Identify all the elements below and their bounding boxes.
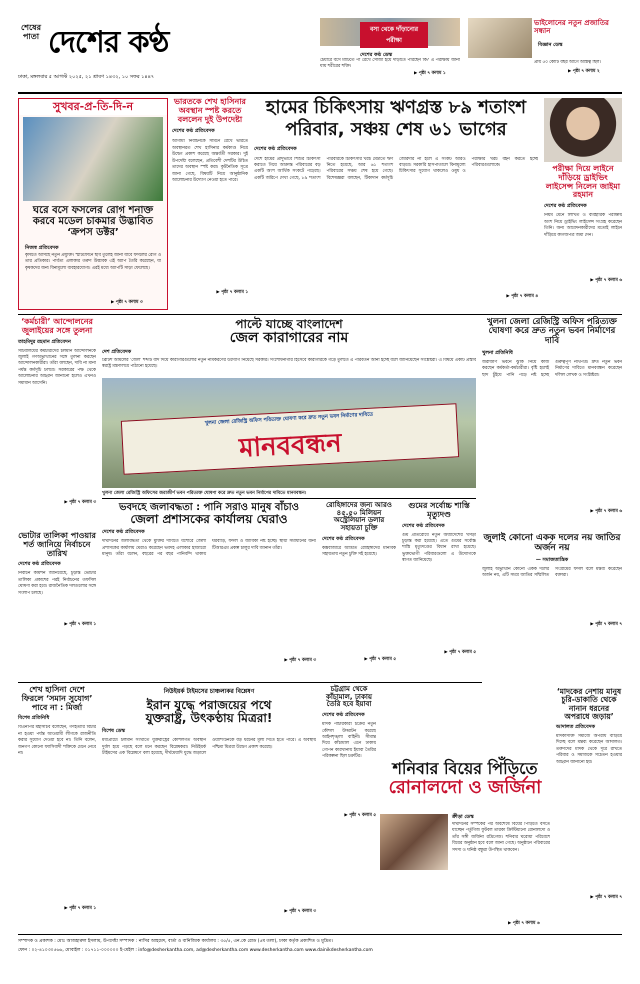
teaser-science-photo <box>468 18 532 58</box>
rohingya-cont: ▶ পৃষ্ঠা ৭ কলাম ৫ <box>364 656 396 662</box>
gumer-cont: ▶ পৃষ্ঠা ৭ কলাম ৫ <box>444 649 476 655</box>
masthead-rule <box>18 92 622 94</box>
sukhbor-label: সুখবর-প্র-তি-দি-ন <box>19 99 167 115</box>
jaladh-text: দীর্ঘদিনের জলাবদ্ধতা থেকে মুক্তির দাবিতে যশোরে জেলা প্রশাসকের কার্যালয় ঘেরাও করেছেন ভবদহ এলাকার হাজারো মানুষ। তাঁরা বলেন, বছরের পর বছর পানিবন্দি থাকায় ঘরবাড়ি, ফসল ও জীবিকা নষ্ট হচ্ছে। স্থায়ী সমাধানের জন্য টিআরএম প্রকল্প চালুর দাবি জানান তাঁরা। <box>102 539 316 558</box>
manus-headline: ‘মাদকের নেশায় মানুষ চুরি-ডাকাতি থেকে নানান ধরনের অপরাধে জড়ায়’ <box>556 687 622 721</box>
jaima-headline: পরীক্ষা দিয়ে লাইনে দাঁড়িয়ে ড্রাইভিং লাইসেন্স নিলেন জাইমা রহমান <box>545 164 621 200</box>
hasina2-text: বিএনপির মহাসচিব বলেছেন, গণহত্যার বিচার না হওয়া পর্যন্ত আওয়ামী লীগকে রাজনীতি করার সুযোগ দেওয়া হবে না। তিনি বলেন, জনগণ কোনো ফ্যাসিবাদী শক্তিকে মেনে নেবে না। <box>18 725 96 757</box>
july-byline: — সমাজতান্ত্রিক <box>535 556 569 563</box>
article-gumer[interactable] <box>402 502 476 678</box>
manus-text: মাদকাসক্তি সমাজে অপরাধ বাড়িয়ে দিচ্ছে বলে মন্তব্য করেছেন আদালত। তরুণদের মাদক থেকে দূরে রাখতে পরিবার ও সমাজকে সচেতন হওয়ার আহ্বান জানানো হয়। <box>556 734 622 765</box>
page-tag <box>18 24 44 42</box>
article-rohingya[interactable] <box>322 502 396 678</box>
ronaldo-headline-line2: রোনালদো ও জর্জিনা <box>388 776 542 798</box>
jaladh-headline-line1: ভবদহে জলাবদ্ধতা : পানি সরাও মানুষ বাঁচাও <box>119 502 299 513</box>
footer <box>18 938 622 954</box>
voter-text: নির্বাচন কমিশন জানিয়েছে, চূড়ান্ত ভোটার তালিকা প্রকাশের পরই নির্বাচনের তফসিল ঘোষণা করা হবে। রাজনৈতিক দলগুলোর সঙ্গে সংলাপ চলছে। <box>18 571 96 596</box>
voter-byline: দেশের কণ্ঠ প্রতিবেদক <box>18 561 61 568</box>
banner-title: মানববন্ধন <box>238 428 343 464</box>
lead-byline: দেশের কণ্ঠ প্রতিবেদক <box>254 145 297 152</box>
teaser-science-cont: ▶ পৃষ্ঠা ৭ কলাম ২ <box>568 69 600 74</box>
chittagong-byline: দেশের কণ্ঠ প্রতিবেদক <box>322 712 365 719</box>
teaser-science-text: প্রায় ৫০ কোটি বছর আগে অস্তিত্ব ছিল। <box>534 60 601 65</box>
lead-text: দেশে হামের প্রাদুর্ভাবে শিশুর চিকিৎসা করাতে গিয়ে আক্রান্ত পরিবারের বড় একটি অংশ আর্থিক সংকটে পড়েছে। একটি জরিপে দেখা গেছে, ৮৯ শতাংশ পরিবারকে চিকিৎসার খরচ মেটাতে ঋণ নিতে হয়েছে, আর ৬১ শতাংশ পরিবারের সঞ্চয় শেষ হয়ে গেছে। বিশেষজ্ঞরা বলছেন, টিকাদান কর্মসূচি জোরদার না হলে এ সংকট আরও বাড়বে। সরকারি হাসপাতালে বিনামূল্যে চিকিৎসার সুযোগ থাকলেও ওষুধ ও পরীক্ষার খরচ বহন করতে হচ্ছে পরিবারগুলোকে। <box>254 156 538 181</box>
rohingya-byline: দেশের কণ্ঠ প্রতিবেদক <box>322 535 365 542</box>
manus-byline: আদালত প্রতিবেদক <box>556 724 595 730</box>
article-jaima[interactable] <box>544 98 622 310</box>
karcha-text: সচিবালয়ের কর্মচারীদের চলমান আন্দোলনকে জুলাই গণঅভ্যুত্থানের সঙ্গে তুলনা করছেন আন্দোলনকারীরা। তাঁরা বলছেন, দাবি না মানা পর্যন্ত কর্মসূচি চলবে। সরকারের পক্ষ থেকে আলোচনার আহ্বান জানানো হলেও এখনও সমাধান আসেনি। <box>18 348 96 386</box>
ronaldo-byline: ক্রীড়া ডেস্ক <box>452 814 474 820</box>
hasina2-byline: বিশেষ প্রতিনিধি <box>18 715 50 722</box>
jail-text: ব্রিটিশ আমলের ‘জেল’ শব্দটি বাদ দিয়ে কারাগারগুলোর নতুন নামকরণের উদ্যোগ নিয়েছে সরকার। সংশোধনাগার হিসেবে কারাগারকে গড়ে তুলতে এ পরিবর্তন আনা হচ্ছে বলে জানিয়েছেন সংশ্লিষ্টরা। এ বিষয়ে একটি প্রস্তাব স্বরাষ্ট্র মন্ত্রণালয়ে পাঠানো হয়েছে। <box>102 357 476 370</box>
rohingya-text: কক্সবাজারে আশ্রিত রোহিঙ্গাদের মানবিক সহায়তায় নতুন চুক্তি সই হয়েছে। <box>322 545 396 558</box>
jaima-byline: দেশের কণ্ঠ প্রতিবেদক <box>544 203 587 210</box>
page-tag-line1: শেষের <box>20 23 41 32</box>
july-headline: জুলাই কোনো একক দলের নয় জাতির অর্জন নয় <box>483 533 621 553</box>
article-karcha[interactable] <box>18 318 96 528</box>
sukhbor-text: কৃষিতে আসছে নতুন প্রযুক্তি। স্মার্টফোনে ছবি তুলেই জানা যাবে ফসলের রোগ ও তার প্রতিকার। পার্বত্য এলাকার তরুণ উদ্ভাবক এই অ্যাপ তৈরি করেছেন, যা কৃষকদের জন্য বিনামূল্যে ব্যবহারযোগ্য। এরই মধ্যে অ্যাপটি সাড়া ফেলেছে। <box>25 253 161 271</box>
jail-headline-line2: জেল কারাগারের নাম <box>229 330 349 347</box>
article-jail[interactable] <box>102 318 476 374</box>
article-manus[interactable] <box>556 688 622 926</box>
khulna-headline: খুলনা জেলা রেজিস্ট্রি অফিস পরিত্যক্ত ঘোষণা করে দ্রুত নতুন ভবন নির্মাণের দাবি <box>487 317 617 346</box>
teaser-health-cont: ▶ পৃষ্ঠা ৭ কলাম ১ <box>414 71 446 76</box>
footer-line1: সম্পাদক ও প্রকাশক : মোঃ আজহারুল ইসলাম, উপদেষ্টা সম্পাদক : নাসির আহমেদ, বার্তা ও বানিজ্যিক কার্যালয় : ৩৫/৫, এন.কে রোড (৫ম তলা), ঢাকা কর্তৃক প্রকাশিত ও মুদ্রিত। <box>18 939 333 944</box>
hasina-text: আগামী নির্বাচনকে সামনে রেখে ভারতে অবস্থানরত শেখ হাসিনার কর্মকাণ্ড নিয়ে উদ্বেগ প্রকাশ করেছে অন্তর্বর্তী সরকার। দুই উপদেষ্টা বলেছেন, প্রতিবেশী দেশটির উচিত তাদের অবস্থান স্পষ্ট করা। কূটনৈতিক সূত্রে জানা গেছে, বিষয়টি নিয়ে আনুষ্ঠানিক আলোচনার উদ্যোগ নেওয়া হতে পারে। <box>172 139 248 184</box>
hasina-cont: ▶ পৃষ্ঠা ৭ কলাম ১ <box>216 290 248 296</box>
article-chittagong[interactable] <box>322 686 376 846</box>
chittagong-cont: ▶ পৃষ্ঠা ৭ কলাম ৫ <box>344 813 376 819</box>
iran-kicker: নিউইয়র্ক টাইমসের চাঞ্চল্যকর বিশ্লেষণ <box>163 688 255 695</box>
protest-banner <box>121 403 459 475</box>
teaser-health[interactable] <box>320 18 460 76</box>
hasina-headline: ভারতকে শেখ হাসিনার অবস্থান স্পষ্ট করতে বললেন দুই উপদেষ্টা <box>174 97 246 124</box>
newspaper-logo: দেশের কণ্ঠ <box>48 25 169 60</box>
rohingya-headline: রোহিঙ্গাদের জন্য আরও ৪৫.৫০ মিলিয়ন অস্ট্রেলিয়ান ডলার সহায়তা চুক্তি <box>326 501 392 533</box>
article-july[interactable] <box>482 534 622 644</box>
article-hasina2[interactable] <box>18 686 96 926</box>
jail-byline: দেশ প্রতিবেদক <box>102 348 132 355</box>
sukhbor-cont: ▶ পৃষ্ঠা ৭ কলাম ৩ <box>111 300 143 305</box>
dateline: ঢাকা, মঙ্গলবার ৫ আগস্ট ২০২৫, ২১ শ্রাবণ ১৪৩২, ১০ সফর ১৪৪৭ <box>18 74 155 80</box>
ronaldo-text: দীর্ঘদিনের সম্পর্কের পর অবশেষে বিয়ের পিঁড়িতে বসতে যাচ্ছেন পর্তুগিজ ফুটবল তারকা ক্রিস্টিয়ানো রোনালদো ও তাঁর সঙ্গী জর্জিনা রদ্রিগেজ। শনিবার ঘরোয়া পরিবেশে বিয়ের অনুষ্ঠান হবে বলে জানা গেছে। অনুষ্ঠানে পরিবারের সদস্য ও ঘনিষ্ঠ বন্ধুরা উপস্থিত থাকবেন। <box>452 822 550 853</box>
ronaldo-photo <box>380 814 448 870</box>
jail-headline-line1: পাল্টে যাচ্ছে বাংলাদেশ <box>235 317 343 331</box>
khulna-cont: ▶ পৃষ্ঠা ৭ কলাম ৬ <box>590 509 622 515</box>
chittagong-text: মাদক পাচারকারী চক্রের নতুন কৌশল উদ্ঘাটন করেছে আইনশৃঙ্খলা বাহিনী। সীমান্ত দিয়ে কাঁচামাল এনে ঢাকায় গোপন কারখানায় ইয়াবা তৈরির পরিকল্পনা ছিল চক্রটির। <box>322 722 376 760</box>
iran-text: মধ্যপ্রাচ্যে চলমান সংঘাতে যুক্তরাষ্ট্রের কৌশলগত অবস্থান দুর্বল হয়ে পড়ছে বলে মনে করছেন বিশ্লেষকরা। নিউইয়র্ক টাইমসের এক বিশ্লেষণে বলা হয়েছে, দীর্ঘমেয়াদি যুদ্ধে জড়ালে ওয়াশিংটনকে বড় ধরনের মূল্য দিতে হতে পারে। এ অবস্থায় পশ্চিমা মিত্ররা উদ্বেগ প্রকাশ করেছে। <box>102 738 316 757</box>
sukhbor-headline: ঘরে বসে ফসলের রোগ শনাক্ত করবে মডেল চাকমার উদ্ভাবিত ‘ক্রপস ডক্টর’ <box>32 205 154 238</box>
rule-2 <box>18 314 622 315</box>
karcha-byline: তাহমিদুর রহমান প্রতিবেদন <box>18 338 71 345</box>
iran-headline-line2: যুক্তরাষ্ট্র, উৎকণ্ঠায় মিত্ররা! <box>145 711 273 726</box>
iran-headline-line1: ইরান যুদ্ধে পরাজয়ের পথে <box>146 698 272 712</box>
teaser-science-byline: বিজ্ঞান ডেস্ক <box>538 42 563 48</box>
article-iran[interactable] <box>102 686 316 926</box>
chittagong-headline: চট্টগ্রাম থেকে কাঁচামাল, ঢাকায় তৈরি হবে ইয়াবা <box>325 685 372 709</box>
karcha-headline: ‘কর্মচারী’ আন্দোলনের জুলাইয়ের সঙ্গে তুলনা <box>21 317 93 335</box>
lead-headline-line1: হামের চিকিৎসায় ঋণগ্রস্ত ৮৯ শতাংশ <box>265 97 527 118</box>
rule-3 <box>102 498 476 499</box>
lead-cont: ▶ পৃষ্ঠা ৭ কলাম ৪ <box>506 293 538 299</box>
july-text: জুলাই অভ্যুত্থান কোনো একক দলের অর্জন নয়, এটি সমগ্র জাতির সম্মিলিত সংগ্রামের ফসল বলে মন্তব্য করেছেন বক্তারা। <box>482 566 622 579</box>
article-khulna[interactable] <box>482 318 622 530</box>
sukhbor-byline: নিজস্ব প্রতিবেদক <box>25 245 59 251</box>
lead-headline-line2: পরিবার, সঞ্চয় শেষ ৬১ ভাগের <box>285 118 507 140</box>
teaser-health-text: চেয়ারে বসে মাটিতে পা রেখে সোজা হয়ে দাঁড়াতে পারছেন কি? এ পরীক্ষায় জানা যায় শরীরের শক্তি। <box>320 58 460 70</box>
jaladh-headline-line2: জেলা প্রশাসকের কার্যালয় ঘেরাও <box>130 512 288 526</box>
protest-photo <box>102 378 476 488</box>
gumer-text: গুম প্রতিরোধে নতুন অধ্যাদেশের খসড়া চূড়ান্ত করা হয়েছে। এতে গুমের সর্বোচ্চ শাস্তি মৃত্যুদণ্ডের বিধান রাখা হয়েছে। ভুক্তভোগী পরিবারগুলো এ উদ্যোগকে স্বাগত জানিয়েছে। <box>402 532 476 564</box>
article-hasina[interactable] <box>172 98 248 308</box>
masthead <box>18 18 218 88</box>
protest-caption: খুলনা জেলা রেজিস্ট্রি অফিসের জরাজীর্ণ ভবন পরিত্যক্ত ঘোষণা করে দ্রুত নতুন ভবন নির্মাণের দাবিতে মানববন্ধন। <box>102 491 307 496</box>
teaser-health-title-box: বসা থেকে দাঁড়ানোর পরীক্ষা <box>360 22 428 48</box>
banner-subline: খুলনা জেলা রেজিস্ট্রি অফিস পরিত্যক্ত ঘোষণা করে দ্রুত নতুন ভবন নির্মাণের দাবিতে <box>204 411 374 427</box>
july-cont: ▶ পৃষ্ঠা ৭ কলাম ৭ <box>590 621 622 627</box>
sukhbor-photo <box>23 117 163 201</box>
page-tag-line2: পাতা <box>22 31 40 41</box>
khulna-text: জরাজীর্ণ ভবনে ঝুঁকি নিয়ে কাজ করছেন কর্মকর্তা-কর্মচারীরা। বৃষ্টি হলেই ছাদ চুঁইয়ে পানি পড়ে নষ্ট হচ্ছে গুরুত্বপূর্ণ নথিপত্র। দ্রুত নতুন ভবন নির্মাণের দাবিতে মানববন্ধন করেছেন দলিল লেখক ও সংশ্লিষ্টরা। <box>482 360 622 378</box>
ronaldo-cont: ▶ পৃষ্ঠা ৭ কলাম ৬ <box>508 921 540 926</box>
hasina2-cont: ▶ পৃষ্ঠা ৭ কলাম ১ <box>64 906 96 912</box>
teaser-science[interactable] <box>468 18 618 76</box>
rule-4 <box>18 682 482 683</box>
article-voter[interactable] <box>18 532 96 632</box>
jaima-photo <box>544 98 622 162</box>
iran-cont: ▶ পৃষ্ঠা ৭ কলাম ৩ <box>284 909 316 915</box>
karcha-cont: ▶ পৃষ্ঠা ৭ কলাম ৩ <box>64 499 96 505</box>
voter-cont: ▶ পৃষ্ঠা ৭ কলাম ১ <box>64 622 96 628</box>
iran-byline: বিশেষ ডেস্ক <box>102 728 125 735</box>
voter-headline: ভোটার তালিকা পাওয়ার শর্ত জানিয়ে নির্বাচনে তারিখ <box>18 531 96 558</box>
jaima-text: নিয়ম মেনে লিখিত ও ব্যবহারিক পরীক্ষায় অংশ নিয়ে ড্রাইভিং লাইসেন্স সংগ্রহ করেছেন তিনি। অন্য আবেদনকারীদের মতোই লাইনে দাঁড়িয়ে কাগজপত্র জমা দেন। <box>544 213 622 238</box>
jaladh-cont: ▶ পৃষ্ঠা ৭ কলাম ৩ <box>284 658 316 664</box>
article-jaladh[interactable] <box>102 502 316 678</box>
teaser-science-title: ভাইলোনের নতুন প্রজাতির সন্ধান <box>534 19 609 35</box>
manus-cont: ▶ পৃষ্ঠা ৭ কলাম ৭ <box>590 895 622 900</box>
gumer-headline: গুমের সর্বোচ্চ শাস্তি মৃত্যুদণ্ড <box>408 501 470 519</box>
sukhbor-box[interactable] <box>18 98 168 310</box>
jaladh-byline: দেশের কণ্ঠ প্রতিবেদক <box>102 529 145 536</box>
footer-line2: ফোন : ০২-৪১০৩০৫৬৬, মোবাইল : ০১৭১১-০০০০০০ ই-মেইল : info@desherkantha.com, ad@desherkantha.com www.desherkantha.com www.dainikdesherkantha.com <box>18 948 373 953</box>
ronaldo-headline-line1: শনিবার বিয়ের পিঁড়িতে <box>392 759 538 778</box>
teaser-health-byline: দেশের কণ্ঠ ডেস্ক <box>360 52 393 58</box>
hasina2-headline: শেখ হাসিনা দেশে ফিরলে ‘সমান সুযোগ’ পাবে না : মির্জা <box>21 685 93 712</box>
article-lead[interactable] <box>254 98 538 310</box>
jaima-cont: ▶ পৃষ্ঠা ৭ কলাম ৬ <box>590 278 622 284</box>
hasina-byline: দেশের কণ্ঠ প্রতিবেদক <box>172 128 215 135</box>
khulna-byline: খুলনা প্রতিনিধি <box>482 350 513 357</box>
footer-rule <box>18 934 622 935</box>
gumer-byline: দেশের কণ্ঠ প্রতিবেদক <box>402 522 445 529</box>
